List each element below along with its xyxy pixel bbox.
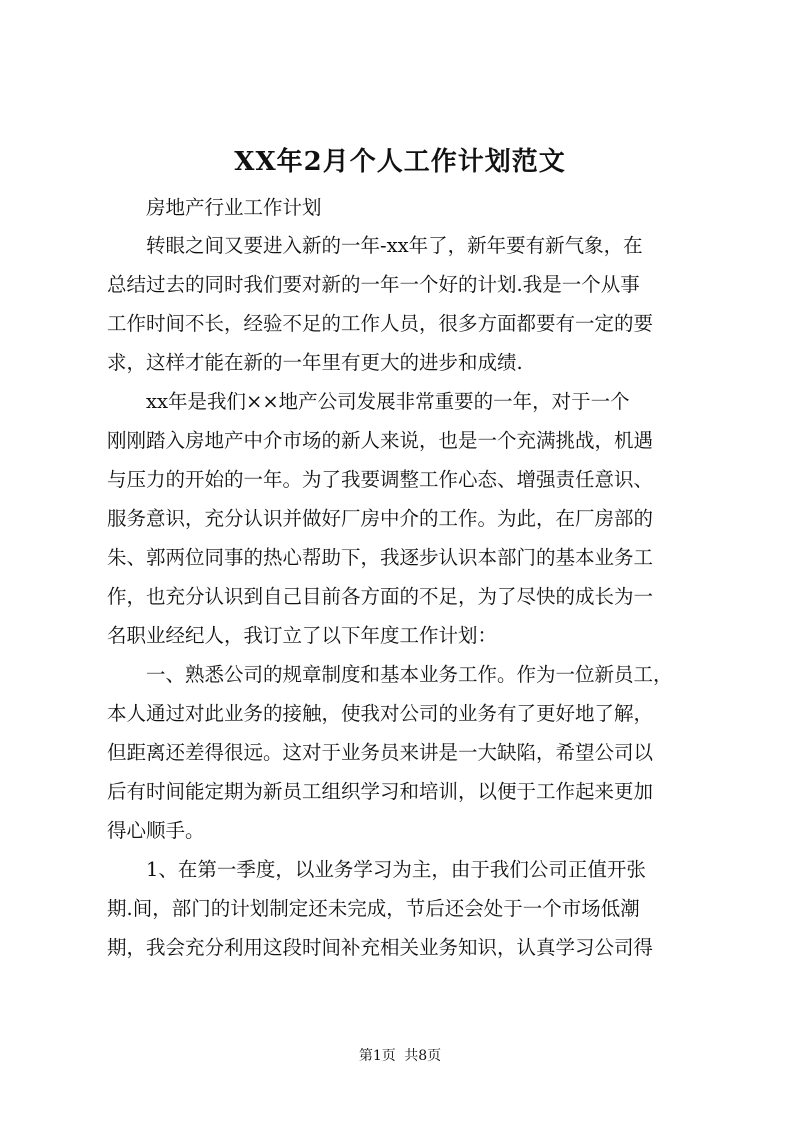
paragraph-4-line-1: 1、在第一季度，以业务学习为主，由于我们公司正值开张 (146, 858, 646, 881)
paragraph-2-line-4: 服务意识，充分认识并做好厂房中介的工作。为此，在厂房部的 (107, 507, 654, 530)
paragraph-3-line-2: 本人通过对此业务的接触，使我对公司的业务有了更好地了解， (107, 702, 654, 725)
section-subtitle: 房地产行业工作计划 (146, 196, 322, 219)
paragraph-3-line-4: 后有时间能定期为新员工组织学习和培训，以便于工作起来更加 (107, 780, 654, 803)
paragraph-1-line-2: 总结过去的同时我们要对新的一年一个好的计划.我是一个从事 (107, 273, 640, 296)
paragraph-4-line-2: 期.间，部门的计划制定还未完成，节后还会处于一个市场低潮 (107, 897, 640, 920)
paragraph-1-line-1: 转眼之间又要进入新的一年-xx年了，新年要有新气象，在 (146, 234, 643, 257)
paragraph-1-line-3: 工作时间不长，经验不足的工作人员，很多方面都要有一定的要 (107, 312, 654, 335)
paragraph-2-line-5: 朱、郭两位同事的热心帮助下，我逐步认识本部门的基本业务工 (107, 546, 654, 569)
paragraph-2-line-6: 作，也充分认识到自己目前各方面的不足，为了尽快的成长为一 (107, 585, 654, 608)
paragraph-2-line-2: 刚刚踏入房地产中介市场的新人来说，也是一个充满挑战，机遇 (107, 429, 654, 452)
document-body (107, 188, 701, 967)
paragraph-2-line-1: xx年是我们××地产公司发展非常重要的一年，对于一个 (146, 390, 630, 413)
paragraph-4-line-3: 期，我会充分利用这段时间补充相关业务知识，认真学习公司得 (107, 936, 654, 959)
paragraph-3-line-5: 得心顺手。 (107, 819, 205, 842)
document-title: XX年2月个人工作计划范文 (234, 147, 566, 177)
paragraph-2-line-3: 与压力的开始的一年。为了我要调整工作心态、增强责任意识、 (107, 468, 654, 491)
page-footer (0, 1046, 800, 1066)
paragraph-2-line-7: 名职业经纪人，我订立了以下年度工作计划： (107, 624, 498, 647)
page-total: 共8页 (404, 1048, 442, 1064)
page-number: 第1页 (358, 1048, 396, 1064)
paragraph-1-line-4: 求，这样才能在新的一年里有更大的进步和成绩. (107, 351, 523, 374)
paragraph-3-line-1: 一、熟悉公司的规章制度和基本业务工作。作为一位新员工， (146, 663, 673, 686)
paragraph-3-line-3: 但距离还差得很远。这对于业务员来讲是一大缺陷，希望公司以 (107, 741, 654, 764)
